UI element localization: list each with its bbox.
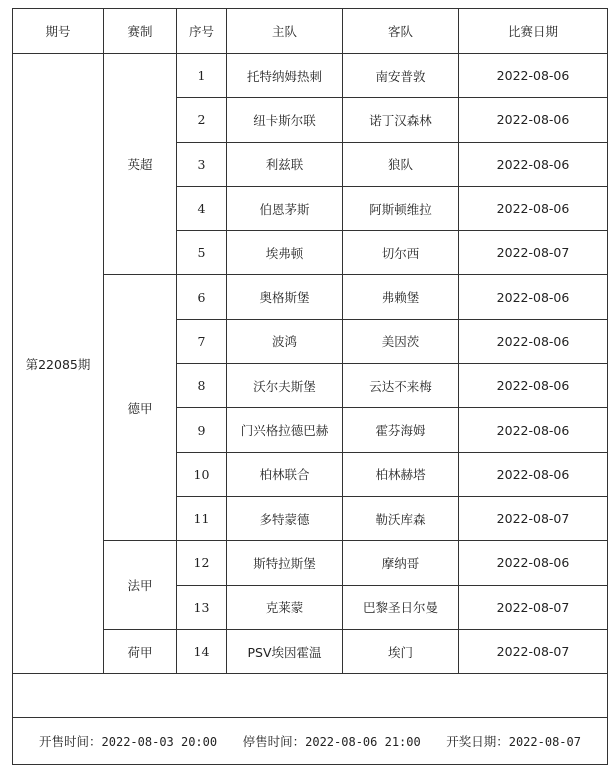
match-home: 奥格斯堡 <box>227 275 343 319</box>
match-no: 2 <box>177 98 227 142</box>
match-date: 2022-08-06 <box>459 541 608 585</box>
header-index: 序号 <box>177 9 227 54</box>
match-no: 5 <box>177 231 227 275</box>
league-cell-epl: 英超 <box>104 54 177 275</box>
match-home: 纽卡斯尔联 <box>227 98 343 142</box>
match-date: 2022-08-06 <box>459 186 608 230</box>
sale-start <box>39 732 217 750</box>
match-away: 勒沃库森 <box>343 496 459 540</box>
sale-end <box>243 732 421 750</box>
header-away: 客队 <box>343 9 459 54</box>
match-home: 利兹联 <box>227 142 343 186</box>
match-no: 7 <box>177 319 227 363</box>
league-cell-ligue1: 法甲 <box>104 541 177 630</box>
sale-start-label: 开售时间： <box>39 734 102 750</box>
match-home: 伯恩茅斯 <box>227 186 343 230</box>
match-home: 门兴格拉德巴赫 <box>227 408 343 452</box>
match-home: PSV埃因霍温 <box>227 629 343 673</box>
match-home: 托特纳姆热刺 <box>227 54 343 98</box>
match-away: 阿斯顿维拉 <box>343 186 459 230</box>
footer-cell <box>13 718 608 765</box>
match-date: 2022-08-06 <box>459 364 608 408</box>
draw-date <box>446 732 581 750</box>
match-home: 克莱蒙 <box>227 585 343 629</box>
match-home: 沃尔夫斯堡 <box>227 364 343 408</box>
match-date: 2022-08-07 <box>459 496 608 540</box>
match-date: 2022-08-07 <box>459 629 608 673</box>
match-away: 摩纳哥 <box>343 541 459 585</box>
match-no: 1 <box>177 54 227 98</box>
match-home: 斯特拉斯堡 <box>227 541 343 585</box>
match-home: 柏林联合 <box>227 452 343 496</box>
period-cell: 第22085期 <box>13 54 104 674</box>
blank-row <box>13 674 608 718</box>
match-date: 2022-08-06 <box>459 408 608 452</box>
match-away: 弗赖堡 <box>343 275 459 319</box>
match-no: 11 <box>177 496 227 540</box>
match-away: 云达不来梅 <box>343 364 459 408</box>
footer-row <box>13 718 608 765</box>
draw-date-label: 开奖日期： <box>446 734 509 750</box>
match-no: 9 <box>177 408 227 452</box>
header-home: 主队 <box>227 9 343 54</box>
match-date: 2022-08-07 <box>459 231 608 275</box>
header-date: 比赛日期 <box>459 9 608 54</box>
match-away: 巴黎圣日尔曼 <box>343 585 459 629</box>
match-away: 美因茨 <box>343 319 459 363</box>
sale-start-value: 2022-08-03 20:00 <box>101 735 218 750</box>
match-date: 2022-08-06 <box>459 142 608 186</box>
match-no: 6 <box>177 275 227 319</box>
header-league: 赛制 <box>104 9 177 54</box>
match-date: 2022-08-07 <box>459 585 608 629</box>
league-cell-bundesliga: 德甲 <box>104 275 177 541</box>
header-row <box>13 9 608 54</box>
match-no: 8 <box>177 364 227 408</box>
match-no: 10 <box>177 452 227 496</box>
league-cell-eredivisie: 荷甲 <box>104 629 177 673</box>
match-away: 南安普敦 <box>343 54 459 98</box>
match-date: 2022-08-06 <box>459 275 608 319</box>
match-no: 13 <box>177 585 227 629</box>
sale-end-value: 2022-08-06 21:00 <box>305 735 421 750</box>
match-no: 4 <box>177 186 227 230</box>
match-home: 埃弗顿 <box>227 231 343 275</box>
footer-info <box>13 732 607 750</box>
match-no: 14 <box>177 629 227 673</box>
match-no: 3 <box>177 142 227 186</box>
match-date: 2022-08-06 <box>459 319 608 363</box>
match-away: 切尔西 <box>343 231 459 275</box>
match-away: 柏林赫塔 <box>343 452 459 496</box>
match-no: 12 <box>177 541 227 585</box>
draw-date-value: 2022-08-07 <box>508 735 581 750</box>
header-period: 期号 <box>13 9 104 54</box>
match-away: 霍芬海姆 <box>343 408 459 452</box>
match-away: 埃门 <box>343 629 459 673</box>
match-date: 2022-08-06 <box>459 98 608 142</box>
match-away: 诺丁汉森林 <box>343 98 459 142</box>
match-home: 多特蒙德 <box>227 496 343 540</box>
match-date: 2022-08-06 <box>459 54 608 98</box>
table-row <box>13 54 608 98</box>
match-home: 波鸿 <box>227 319 343 363</box>
match-date: 2022-08-06 <box>459 452 608 496</box>
blank-cell <box>13 674 608 718</box>
sale-end-label: 停售时间： <box>242 734 306 750</box>
match-away: 狼队 <box>343 142 459 186</box>
schedule-table <box>12 8 608 765</box>
